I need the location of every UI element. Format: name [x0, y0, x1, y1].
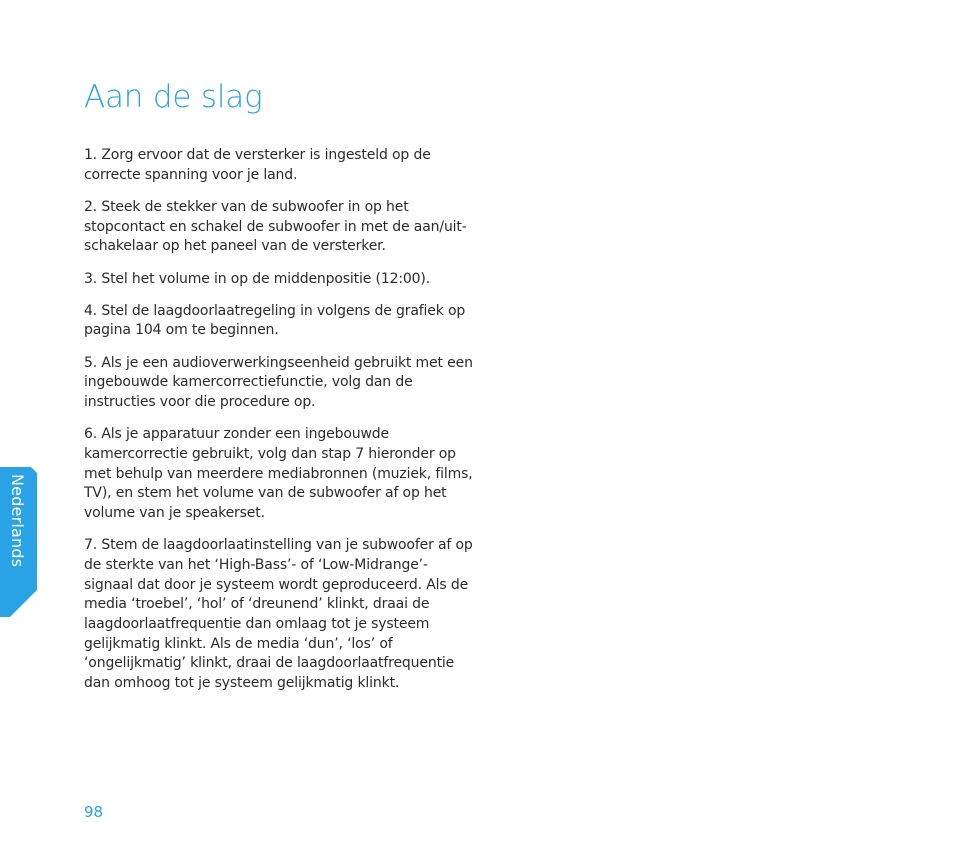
- step-7: 7. Stem de laagdoorlaatinstelling van je subwoofer af op de sterkte van het ‘High-Bass’- of ‘Low-Midrange’-signaal dat door je systeem wordt geproduceerd. Als de media ‘troebel’, ‘hol’ of ‘dreunend’ klinkt, draai de laagdoorlaatfrequentie dan omlaag tot je systeem gelijkmatig klinkt. Als de media ‘dun’, ‘los’ of ‘ongelijkmatig’ klinkt, draai de laagdoorlaatfrequentie dan omhoog tot je systeem gelijkmatig klinkt.: [84, 537, 473, 692]
- step-4: 4. Stel de laagdoorlaatregeling in volgens de grafiek op pagina 104 om te beginnen.: [84, 302, 466, 339]
- step-1: 1. Zorg ervoor dat de versterker is ingesteld op de correcte spanning voor je land.: [84, 147, 431, 183]
- step-3: 3. Stel het volume in op de middenpositie (12:00).: [84, 270, 431, 287]
- instruction-list: [84, 146, 474, 706]
- page-number: 98: [84, 803, 104, 821]
- step-6: 6. Als je apparatuur zonder een ingebouwde kamercorrectie gebruikt, volg dan stap 7 hieronder op met behulp van meerdere mediabronnen (muziek, films, TV), en stem het volume van de subwoofer af op het volume van je speakerset.: [84, 426, 473, 522]
- language-tab-label: Nederlands: [8, 474, 27, 568]
- page-title: Aan de slag: [84, 79, 263, 115]
- step-2: 2. Steek de stekker van de subwoofer in op het stopcontact en schakel de subwoofer in met de aan/uit-schakelaar op het paneel van de versterker.: [84, 198, 467, 255]
- step-5: 5. Als je een audioverwerkingseenheid gebruikt met een ingebouwde kamercorrectiefunctie, volg dan de instructies voor die procedure op.: [84, 354, 473, 411]
